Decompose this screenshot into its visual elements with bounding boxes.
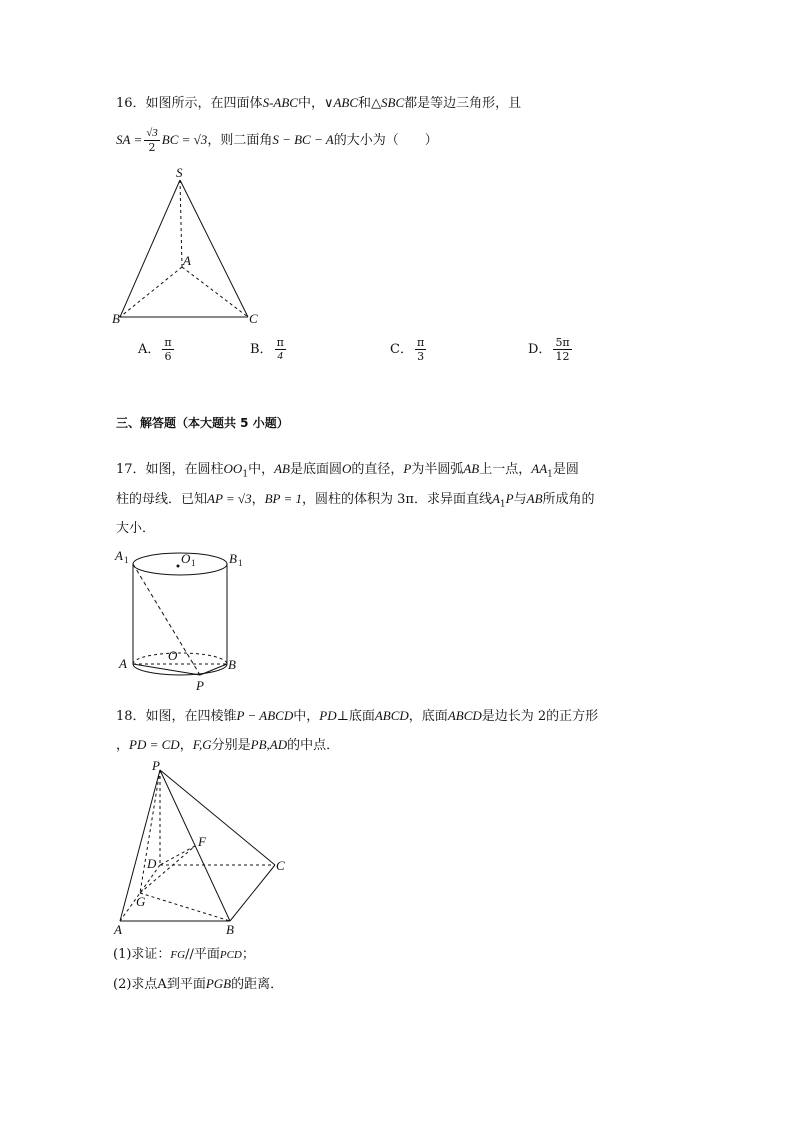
q16-option-a-num: π <box>164 336 172 349</box>
q17-label-p: P <box>196 678 204 693</box>
q18-part2-a: (2)求点 <box>113 977 158 992</box>
q18-label-g: G <box>136 894 146 909</box>
q17-label-b: B <box>228 657 236 672</box>
q17-line1 <box>116 460 579 484</box>
q17-cylinder-figure <box>112 546 252 696</box>
q16-text-b: 中， <box>297 96 324 111</box>
q16-eq-bc: BC = √3 <box>161 132 208 147</box>
q16-text-f: 的大小为（ ） <box>333 133 438 148</box>
q16-eq-2: 2 <box>148 141 156 154</box>
q17-aa1: AA <box>531 461 548 476</box>
q16-option-c-frac <box>415 336 426 363</box>
q17-oo1: OO <box>223 461 243 476</box>
q16-number: 16． <box>116 96 146 111</box>
q18-part2-c: 的距离． <box>231 977 284 992</box>
q18-pd: PD <box>319 708 337 723</box>
q18-text-2c: 分别是 <box>211 738 251 753</box>
q17-ab3: AB <box>526 491 543 506</box>
q18-part1 <box>113 946 255 964</box>
q18-text-1e: 是边长为 2的正方形 <box>481 709 599 724</box>
q18-perp: ⊥ <box>336 709 349 724</box>
q18-label-f: F <box>198 834 206 849</box>
q18-label-p: P <box>152 758 160 773</box>
q18-fg: F,G <box>192 737 212 752</box>
q16-option-b <box>250 336 288 363</box>
q18-pabcd: P − ABCD <box>236 708 294 723</box>
q17-ap: AP = √3 <box>207 491 252 506</box>
q17-p: P <box>403 461 412 476</box>
q17-oo1-sub: 1 <box>242 469 249 480</box>
q18-label-d: D <box>147 856 157 871</box>
q16-line1 <box>116 94 521 113</box>
q16-tri2: △SBC <box>371 95 405 110</box>
q16-text-a: 如图所示，在四面体 <box>145 96 263 111</box>
q18-part2-pgb: PGB <box>205 976 232 991</box>
q18-label-b: B <box>226 922 234 937</box>
q17-a1p-sub: 1 <box>499 499 506 510</box>
q16-option-c-den: 3 <box>417 350 425 363</box>
q17-label-o1-sub: 1 <box>191 558 196 568</box>
q16-option-a-den: 6 <box>164 350 172 363</box>
q17-text-1g: 是圆 <box>552 462 579 477</box>
q16-eq-frac <box>144 127 160 154</box>
q18-pbad: PB,AD <box>250 737 288 752</box>
q18-part1-a: (1)求证： <box>113 947 171 962</box>
q17-label-a1-sub: 1 <box>124 555 129 565</box>
q17-a1p: A <box>491 491 500 506</box>
q16-option-a-letter: A． <box>138 342 161 357</box>
q18-part2-b: 到平面 <box>166 977 206 992</box>
q16-angle: S − BC − A <box>272 132 334 147</box>
q18-part1-c: ； <box>241 947 255 962</box>
q18-part2 <box>113 975 283 994</box>
q18-part2-A: A <box>157 977 167 992</box>
q16-option-a-frac <box>162 336 173 363</box>
q18-text-1a: 18．如图，在四棱锥 <box>116 709 237 724</box>
q18-text-2b: ， <box>179 738 193 753</box>
q16-option-c <box>390 336 428 363</box>
q16-label-b: B <box>112 311 120 326</box>
q16-eq-sqrt3: √3 <box>146 127 158 139</box>
q16-text-d: 都是等边三角形，且 <box>404 96 522 111</box>
q17-label-o: O <box>168 648 178 663</box>
q16-option-d-num: 5π <box>555 336 570 349</box>
q18-part1-par: // <box>185 947 194 962</box>
q16-option-b-frac <box>275 336 286 363</box>
q16-tetra: S-ABC <box>262 95 298 110</box>
q17-text-1f: 上一点， <box>479 462 532 477</box>
q18-line1 <box>116 707 598 726</box>
q17-o: O <box>341 461 352 476</box>
q18-pdcd: PD = CD <box>129 737 180 752</box>
q18-line2 <box>116 736 339 755</box>
q16-option-d-letter: D． <box>528 342 552 357</box>
q17-label-o1: O <box>181 551 191 566</box>
q17-ab: AB <box>274 461 290 476</box>
q17-text-2b: ， <box>251 492 265 507</box>
q17-label-b1: B <box>229 551 237 566</box>
q18-text-1b: 中， <box>293 709 320 724</box>
q17-label-a1: A <box>115 548 123 563</box>
q16-option-b-num: π <box>276 336 284 349</box>
q18-part1-fg: FG <box>170 949 186 961</box>
q16-text-c: 和 <box>358 96 372 111</box>
q18-part1-pcd: PCD <box>219 949 242 961</box>
q16-label-s: S <box>176 165 183 180</box>
q18-text-2d: 的中点． <box>287 738 340 753</box>
q17-ab2: AB <box>463 461 480 476</box>
q18-text-2a: ， <box>116 738 130 753</box>
q16-option-d-frac <box>553 336 571 363</box>
q17-text-2c: ，圆柱的体积为 3π．求异面直线 <box>302 492 492 507</box>
q17-text-2a: 柱的母线．已知 <box>116 492 208 507</box>
q17-text-1b: 中， <box>248 462 275 477</box>
q16-tetrahedron-figure <box>110 165 270 330</box>
q18-part1-b: 平面 <box>193 947 220 962</box>
q17-text-1c: 是底面圆 <box>289 462 342 477</box>
q16-label-a: A <box>183 253 191 268</box>
q17-text-1e: 为半圆弧 <box>411 462 464 477</box>
q16-eq-sa: SA = <box>116 132 143 147</box>
q16-option-b-den: 4 <box>277 350 283 362</box>
q18-text-1c: 底面 <box>348 709 375 724</box>
q16-option-c-num: π <box>416 336 425 349</box>
q17-bp: BP = 1 <box>264 491 303 506</box>
q17-aa1-sub: 1 <box>547 469 553 480</box>
q18-text-1d: ，底面 <box>408 709 448 724</box>
q18-abcd: ABCD <box>374 708 409 723</box>
q16-text-e: ，则二面角 <box>207 133 273 148</box>
q18-label-c: C <box>276 858 285 873</box>
q17-label-a: A <box>119 656 127 671</box>
q16-label-c: C <box>249 311 258 326</box>
q18-abcd2: ABCD <box>447 708 482 723</box>
q16-option-b-letter: B． <box>250 342 273 357</box>
q18-pyramid-figure <box>110 758 300 938</box>
q17-label-b1-sub: 1 <box>238 558 243 568</box>
q17-line3: 大小． <box>116 521 156 536</box>
q16-tri1: ∨ABC <box>323 95 359 110</box>
section-3-title: 三、解答题（本大题共 5 小题） <box>116 416 289 430</box>
q18-label-a: A <box>114 922 122 937</box>
q16-line2 <box>116 127 438 154</box>
q17-text-2e: 所成角的 <box>542 492 595 507</box>
q17-a1p-p: P <box>505 491 514 506</box>
q16-option-d-den: 12 <box>555 350 570 363</box>
q16-option-a <box>138 336 176 363</box>
q17-text-2d: 与 <box>513 492 527 507</box>
q17-text-1a: 17．如图，在圆柱 <box>116 462 224 477</box>
q16-option-c-letter: C． <box>390 342 413 357</box>
q17-text-1d: 的直径， <box>351 462 404 477</box>
q17-line2 <box>116 490 595 514</box>
q16-option-d <box>528 336 574 363</box>
